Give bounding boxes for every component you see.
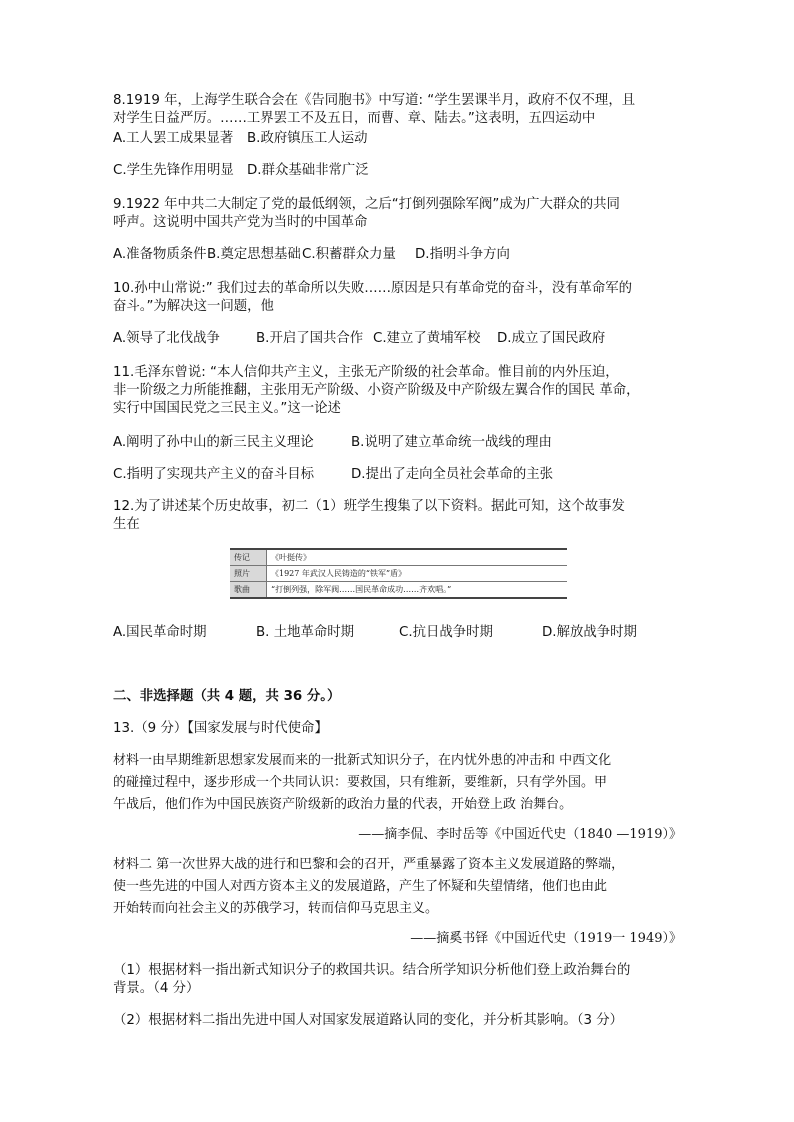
q10-option-a: A.领导了北伐战争	[113, 331, 220, 346]
q13-sub1-line1: （1）根据材料一指出新式知识分子的救国共识。结合所学知识分析他们登上政治舞台的	[113, 963, 631, 978]
q10-option-d: D.成立了国民政府	[497, 331, 606, 346]
q8-option-c: C.学生先锋作用明显	[113, 163, 234, 178]
table-row	[230, 582, 567, 599]
q11-option-d: D.提出了走向全员社会革命的主张	[351, 467, 554, 482]
material2-line3: 开始转而向社会主义的苏俄学习，转而信仰马克思主义。	[113, 901, 439, 916]
material1-line1: 材料一由早期维新思想家发展而来的一批新式知识分子，在内忧外患的冲击和 中西文化	[113, 753, 612, 768]
q12-stem-line1: 12.为了讲述某个历史故事，初二（1）班学生搜集了以下资料。据此可知，这个故事发	[113, 499, 625, 514]
material1-line3: 午战后，他们作为中国民族资产阶级新的政治力量的代表，开始登上政 治舞台。	[113, 797, 573, 812]
material2-line1: 材料二 第一次世界大战的进行和巴黎和会的召开，严重暴露了资本主义发展道路的弊端，	[113, 857, 625, 872]
q8-stem-line2: 对学生日益严厉。……工界罢工不及五日，而曹、章、陆去。”这表明，五四运动中	[113, 111, 596, 126]
q12-option-c: C.抗日战争时期	[399, 625, 493, 640]
q12-materials-table	[230, 548, 567, 599]
q9-option-b: B.奠定思想基础	[207, 247, 301, 262]
q11-option-b: B.说明了建立革命统一战线的理由	[351, 435, 552, 450]
table-row	[230, 549, 567, 566]
q11-option-a: A.阐明了孙中山的新三民主义理论	[113, 435, 314, 450]
table-cell-key: 照片	[230, 566, 267, 582]
table-cell-value: 《1927 年武汉人民铸造的“铁军”盾》	[267, 566, 568, 582]
q11-stem-line3: 实行中国国民党之三民主义。”这一论述	[113, 401, 341, 416]
q11-option-c: C.指明了实现共产主义的奋斗目标	[113, 467, 315, 482]
material1-line2: 的碰撞过程中，逐步形成一个共同认识：要救国，只有维新，要维新，只有学外国。甲	[113, 775, 608, 790]
table-row	[230, 566, 567, 582]
q8-option-b: B.政府镇压工人运动	[247, 131, 368, 146]
q13-sub2-line1: （2）根据材料二指出先进中国人对国家发展道路认同的变化，并分析其影响。（3 分）	[113, 1013, 624, 1028]
table-cell-key: 歌曲	[230, 582, 267, 599]
q12-stem-line2: 生在	[113, 517, 140, 532]
q8-stem-line1: 8.1919 年，上海学生联合会在《告同胞书》中写道: “学生罢课半月，政府不仅不理，且	[113, 93, 636, 108]
q9-option-c: C.积蓄群众力量	[302, 247, 396, 262]
table-cell-key: 传记	[230, 549, 267, 566]
q9-option-d: D.指明斗争方向	[415, 247, 510, 262]
q11-stem-line2: 非一阶级之力所能推翻，主张用无产阶级、小资产阶级及中产阶级左翼合作的国民 革命，	[113, 383, 640, 398]
q8-option-a: A.工人罢工成果显著	[113, 131, 234, 146]
q9-option-a: A.准备物质条件	[113, 247, 207, 262]
q12-option-d: D.解放战争时期	[542, 625, 637, 640]
material1-source: ——摘李侃、李时岳等《中国近代史（1840 —1919）》	[358, 827, 682, 842]
table-cell-value: “打倒列强，除军阀……国民革命成功……齐欢唱。”	[267, 582, 568, 599]
q12-option-b: B. 土地革命时期	[256, 625, 355, 640]
q12-option-a: A.国民革命时期	[113, 625, 207, 640]
material2-source: ——摘奚书铎《中国近代史（1919一 1949）》	[410, 931, 682, 946]
q11-stem-line1: 11.毛泽东曾说: “本人信仰共产主义，主张无产阶级的社会革命。惟目前的内外压迫，	[113, 365, 619, 380]
q9-stem-line2: 呼声。这说明中国共产党为当时的中国革命	[113, 215, 368, 230]
q9-stem-line1: 9.1922 年中共二大制定了党的最低纲领，之后“打倒列强除军阀”成为广大群众的共同	[113, 197, 620, 212]
section2-heading: 二、非选择题（共 4 题，共 36 分。）	[113, 689, 341, 704]
q13-sub1-line2: 背景。（4 分）	[113, 981, 200, 996]
q10-stem-line2: 奋斗。”为解决这一问题，他	[113, 299, 274, 314]
q10-option-b: B.开启了国共合作	[256, 331, 364, 346]
q13-title: 13.（9 分）【国家发展与时代使命】	[113, 721, 328, 736]
table-cell-value: 《叶挺传》	[267, 549, 568, 566]
q10-stem-line1: 10.孙中山常说:” 我们过去的革命所以失败……原因是只有革命党的奋斗，没有革命军的	[113, 281, 633, 296]
q8-option-d: D.群众基础非常广泛	[247, 163, 369, 178]
q10-option-c: C.建立了黄埔军校	[373, 331, 481, 346]
material2-line2: 使一些先进的中国人对西方资本主义的发展道路，产生了怀疑和失望情绪，他们也由此	[113, 879, 608, 894]
